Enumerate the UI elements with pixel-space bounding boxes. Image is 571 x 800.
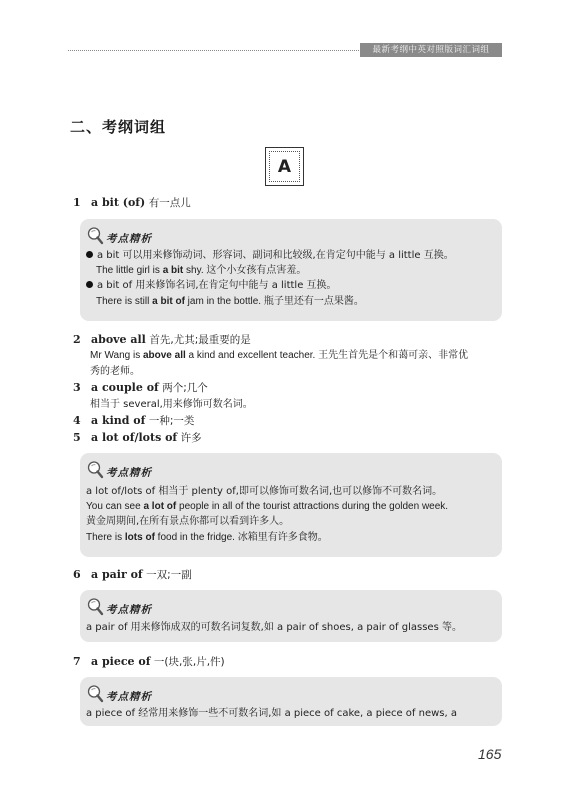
example-line: 秀的老师。 (90, 366, 140, 377)
entry-number: 1 (73, 196, 81, 209)
tip-line: a lot of/lots of 相当于 plenty of,即可以修饰可数名词,也可以修饰不可数名词。 (86, 486, 443, 497)
example-line: There is still a bit of jam in the bottle. 瓶子里还有一点果酱。 (96, 296, 364, 307)
bullet-icon (86, 251, 93, 258)
entry-3 (73, 381, 208, 395)
page-number: 165 (478, 746, 502, 762)
entry-term: a kind of (91, 414, 146, 427)
tip-line: a bit of 用来修饰名词,在肯定句中能与 a little 互换。 (86, 279, 337, 293)
tip-label: 考点精析 (106, 691, 152, 703)
entry-number: 2 (73, 333, 81, 346)
tip-label: 考点精析 (106, 467, 152, 479)
entry-4 (73, 414, 194, 428)
example-line: The little girl is a bit shy. 这个小女孩有点害羞。 (96, 265, 307, 276)
entry-meaning: 有一点儿 (148, 197, 191, 209)
entry-term: a couple of (91, 381, 159, 394)
letter-box (265, 147, 304, 186)
tip-header (86, 225, 152, 246)
tip-header (86, 596, 152, 617)
entry-meaning: 首先,尤其;最重要的是 (149, 334, 251, 346)
entry-meaning: 一种;一类 (148, 415, 195, 427)
entry-term: a lot of/lots of (91, 431, 178, 444)
bullet-icon (86, 281, 93, 288)
entry-term: a pair of (91, 568, 143, 581)
tip-box-3 (80, 590, 502, 642)
tip-box-1 (80, 219, 502, 321)
entry-number: 3 (73, 381, 81, 394)
entry-meaning: 两个;几个 (162, 382, 208, 394)
entry-meaning: 许多 (180, 432, 202, 444)
example-line: You can see a lot of people in all of the tourist attractions during the golden week. (86, 501, 449, 512)
example-line: Mr Wang is above all a kind and excellent teacher. 王先生首先是个和蔼可亲、非常优 (90, 350, 469, 361)
entry-term: a bit (of) (91, 196, 146, 209)
magnifier-icon (86, 460, 104, 480)
entry-number: 7 (73, 655, 81, 668)
entry-number: 5 (73, 431, 81, 444)
section-title: 二、考纲词组 (70, 118, 167, 136)
magnifier-icon (86, 226, 104, 246)
tip-line: a bit 可以用来修饰动词、形容词、副词和比较级,在肯定句中能与 a little 互换。 (86, 249, 454, 263)
tip-line: a piece of 经常用来修饰一些不可数名词,如 a piece of cake, a piece of news, a (86, 708, 457, 719)
entry-1 (73, 196, 191, 210)
magnifier-icon (86, 597, 104, 617)
tip-label: 考点精析 (106, 604, 152, 616)
entry-term: a piece of (91, 655, 151, 668)
tip-box-4 (80, 677, 502, 726)
letter-heading: A (277, 156, 292, 177)
tip-header (86, 683, 152, 704)
tip-line: a pair of 用来修饰成双的可数名词复数,如 a pair of shoes, a pair of glasses 等。 (86, 622, 462, 633)
entry-number: 6 (73, 568, 81, 581)
tip-label: 考点精析 (106, 233, 152, 245)
example-line: There is lots of food in the fridge. 冰箱里有许多食物。 (86, 532, 328, 543)
tip-box-2 (80, 453, 502, 557)
entry-6 (73, 568, 192, 582)
entry-5 (73, 431, 202, 445)
entry-2 (73, 333, 251, 347)
magnifier-icon (86, 684, 104, 704)
header-tab: 最新考纲中英对照版词汇词组 (360, 43, 502, 57)
entry-term: above all (91, 333, 146, 346)
note-line: 相当于 several,用来修饰可数名词。 (90, 399, 253, 410)
entry-number: 4 (73, 414, 81, 427)
entry-meaning: 一双;一副 (146, 569, 192, 581)
entry-meaning: 一(块,张,片,件) (153, 656, 225, 668)
tip-header (86, 459, 152, 480)
example-line: 黄金周期间,在所有景点你都可以看到许多人。 (86, 516, 290, 527)
entry-7 (73, 655, 225, 669)
